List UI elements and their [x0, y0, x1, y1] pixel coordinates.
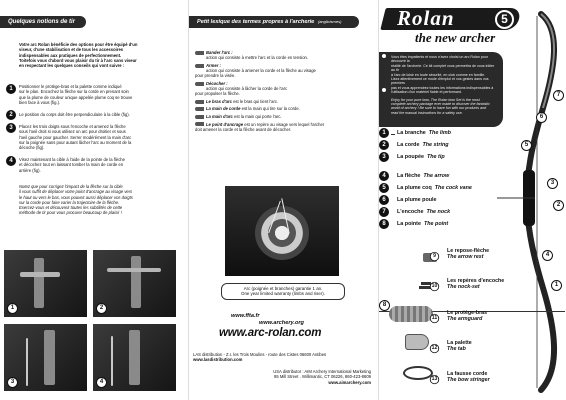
diagram-callout: 6 — [536, 112, 547, 123]
fr-distributor — [193, 352, 375, 363]
us-distributor — [225, 369, 371, 385]
right-panel — [379, 0, 566, 400]
us-distributor-website[interactable]: www.aimarchery.com — [328, 379, 371, 385]
part-number: 6 — [379, 195, 389, 205]
part-item — [379, 207, 450, 217]
part-name-en: The nock-set — [447, 284, 480, 291]
target-image — [255, 206, 309, 260]
part-number: 10 — [430, 282, 439, 291]
glossary-header — [189, 16, 359, 28]
glossary-term: Bander l'arc : — [206, 50, 233, 55]
photo-step-2 — [93, 250, 176, 317]
glossary-item — [195, 114, 375, 119]
part-name-en: The tip — [426, 153, 445, 160]
photo-number: 3 — [7, 377, 18, 388]
part-name-fr: La plume poule — [397, 196, 437, 203]
part-name-en: The tab — [447, 346, 466, 353]
step-text: Placez les trois doigts sous l'encoche et amenez la flèche sous l'oeil droit si vous utilisez un arc pour droitier et sous l'oeil gauche pour gaucher. Serrer modérément la main d'arc sur la poignée sans pour autant lâcher l'arc au moment de la décoche (fig). — [19, 124, 132, 151]
bullet-icon — [382, 54, 386, 58]
part-item — [379, 152, 445, 162]
part-name-en: The point — [423, 220, 449, 227]
glossary-item — [195, 63, 375, 79]
arrow-icon — [195, 115, 204, 119]
worldarchery-link[interactable]: www.archery.org — [259, 320, 304, 326]
leader-line — [391, 134, 395, 135]
part-number-inline — [429, 281, 440, 292]
part-item — [379, 183, 472, 193]
glossary-item — [195, 50, 375, 60]
warranty-box: Arc (poignée et branches) garantie 1 an. One year limited warranty (limbs and riser). — [221, 283, 345, 300]
part-item — [431, 278, 505, 291]
photo-number: 2 — [96, 303, 107, 314]
part-name-en: The limb — [428, 129, 451, 136]
info-text-fr: Vous êtes impatients et nous n'avez choisi un arc Rolan pour découvrir la réalité de l'archerie. Ce kit complet vous permettra de vous initier au tir à l'arc de loisir en toute sécurité, en club comme en famille. Lisez attentivement ce mode d'emploi et vos gestes dans vos premiers pas et vous apprendrez toutes les informations indispensables à l'utilisation d'un matériel fiable et performant. — [391, 55, 495, 95]
part-name-fr: Le repose-flèche — [447, 248, 490, 254]
part-number: 8 — [379, 219, 389, 229]
glossary-term: La main de corde — [206, 106, 241, 112]
glossary-term: Décocher : — [206, 80, 228, 86]
part-name-fr: L'encoche — [397, 208, 424, 215]
part-name-fr: La palette — [447, 340, 472, 346]
arrow-icon — [195, 122, 204, 126]
step-text: Positionner le protège-bras et la palette comme indiqué sur le plan. Encochez la flèche sur la corde en prenant soin que la plume de couleur unique appelée plume coq se trouve bien face à vous (fig.). — [19, 84, 133, 105]
part-number-inline — [429, 374, 440, 385]
part-name-en: The string — [422, 141, 449, 148]
part-item — [379, 195, 440, 205]
part-name-en: The nock — [426, 208, 451, 215]
part-number: 13 — [430, 375, 439, 384]
part-name-fr: Le protège-bras — [447, 310, 488, 316]
note-text: Notez que pour corrigez l'impact de la flèche sur la cible il vous suffit de déplacer votre point d'ancrage au visage vers le haut ou vers le bas, vous pouvez aussi déplacer vos doigts sur la corde pour faire varier la trajectoire de la flèche. Exercez-vous et découvrez toutes les subtilités de cette méthode de tir pour vous procurer beaucoup de plaisir ! — [19, 184, 133, 216]
step-number: 3 — [6, 123, 16, 133]
glossary-term: Le point d'ancrage — [206, 121, 244, 127]
glossary-item — [195, 106, 375, 111]
part-name-en: The bow stringer — [447, 377, 490, 384]
glossary-item — [195, 81, 375, 97]
photo-number: 4 — [96, 377, 107, 388]
arrow-icon — [195, 51, 204, 55]
glossary-term: La main d'arc — [206, 113, 233, 119]
rolan-website-link[interactable]: www.arc-rolan.com — [219, 327, 322, 339]
part-number-inline — [429, 313, 440, 324]
glossary-def: est la main qui porte l'arc. — [234, 113, 282, 119]
part-name-fr: La plume coq — [397, 184, 432, 191]
arrow-icon — [195, 64, 204, 68]
arrow-icon — [195, 100, 204, 104]
part-item — [431, 310, 488, 323]
glossary-term: Le bras d'arc — [206, 98, 232, 104]
step-number: 1 — [6, 84, 16, 94]
us-distributor-name: USA distributor : AIM Archery International Marketing — [273, 369, 371, 374]
logo-badge: 5 — [495, 10, 514, 29]
photo-number: 1 — [7, 303, 18, 314]
glossary-def: action qui consiste à mettre l'arc et la corde en tension. — [206, 55, 309, 61]
part-item — [379, 219, 448, 229]
diagram-callout: 4 — [542, 250, 553, 261]
intro-text: Votre arc Rolan bénéficie des options pour être équipé d'un viseur, d'une stabilisation et de tous les accessoires indispensables aux pratiques de perfectionnement. Toitefois vous d'abord vous plaisir du tir à l'arc sans viseur en respectant les quelques conseils qui vont suivre : — [19, 42, 138, 69]
logo-text: Rolan — [397, 6, 455, 30]
part-number-inline — [429, 251, 440, 262]
arrow-icon — [195, 82, 204, 86]
part-name-fr: La flèche — [397, 172, 421, 179]
step-text: Visez maintenant la cible à l'aide de la pointe de la flèche et décochez tout en laissant tomber la main de corde en arrière (fig). — [19, 157, 125, 173]
part-name-en: The arrow rest — [447, 254, 484, 261]
info-box — [379, 52, 503, 127]
photo-step-3 — [4, 324, 87, 391]
photo-step-4 — [93, 324, 176, 391]
fr-distributor-address: LAS distribution - Z.I. les Trois Moulins - route des Cistes 06600 Antibes — [193, 352, 327, 357]
part-number-inline — [429, 343, 440, 354]
glossary-header-title: Petit lexique des termes propres à l'archerie — [197, 19, 315, 25]
step-text: Le position du corps doit être perpendiculaire à la cible (fig). — [19, 112, 130, 117]
part-number: 2 — [379, 140, 389, 150]
nock-mark-icon — [531, 178, 535, 182]
diagram-callout: 5 — [521, 140, 532, 151]
part-item — [379, 171, 449, 181]
step-number: 2 — [6, 110, 16, 120]
arrow-icon — [195, 107, 204, 111]
glossary-def: est le bras qui tient l'arc. — [233, 98, 279, 104]
info-text-en: Enjoy for your pure bow, The Rolan bow Set is the most complete archery package ever made to discover the fantastic world of archery ! Be sure to have fun with our products and read the manual instructions for a safety use. — [391, 97, 490, 115]
part-number: 9 — [430, 252, 439, 261]
part-item — [379, 140, 449, 150]
diagram-callout: 1 — [551, 280, 562, 291]
fr-distributor-website[interactable]: www.lasdistribution.com — [193, 357, 243, 363]
glossary-def: est un repère au visage vers lequel l'archer doit amener la corde et la flèche avant de décocher. — [195, 121, 325, 132]
left-header: Quelques notions de tir — [0, 16, 86, 28]
part-number: 7 — [379, 207, 389, 217]
glossary-term: Armer : — [206, 62, 221, 68]
armguard-image — [389, 306, 433, 322]
part-name-fr: La pointe — [397, 220, 421, 227]
part-item — [431, 371, 490, 384]
part-name-fr: Les repères d'encoche — [447, 278, 505, 284]
left-panel — [0, 0, 188, 400]
glossary-list — [195, 50, 375, 134]
part-name-fr: La fausse corde — [447, 371, 488, 377]
glossary-def: action qui consiste à lâcher la corde de l'arc pour propulser la flèche. — [195, 86, 288, 97]
part-item — [431, 340, 472, 353]
middle-panel — [189, 0, 378, 400]
part-number: 12 — [430, 344, 439, 353]
diagram-callout: 2 — [553, 200, 564, 211]
glossary-header-sub: (anglicismes) — [317, 19, 342, 24]
part-number: 1 — [379, 128, 389, 138]
part-name-en: The armguard — [447, 316, 483, 323]
part-number: 4 — [379, 171, 389, 181]
tagline: the new archer — [415, 30, 496, 45]
part-name-fr: La branche — [397, 129, 426, 136]
glossary-item — [195, 122, 375, 132]
part-name-fr: La corde — [397, 141, 420, 148]
us-distributor-address: 95 Mill Street . Willimantic, CT 06226, 860-423-8609 — [274, 374, 371, 380]
diagram-callout: 7 — [553, 90, 564, 101]
part-number: 11 — [430, 314, 439, 323]
target-photo — [225, 186, 339, 276]
diagram-callout: 3 — [547, 178, 558, 189]
finger-tab-image — [405, 334, 429, 350]
photo-step-1 — [4, 250, 87, 317]
part-name-en: The cock vane — [434, 184, 472, 191]
part-name-en: The arrow — [423, 172, 450, 179]
glossary-item — [195, 99, 375, 104]
part-name-fr: La poupée — [397, 153, 424, 160]
part-number: 3 — [379, 152, 389, 162]
ffta-link[interactable]: www.ffta.fr — [231, 313, 260, 319]
bullet-icon — [382, 88, 386, 92]
glossary-def: action qui consiste à amener la corde et la flèche au visage pour prendre la visée. — [195, 68, 316, 79]
part-item — [379, 128, 451, 138]
step-number: 4 — [6, 156, 16, 166]
part-item — [433, 248, 490, 261]
part-number: 5 — [379, 183, 389, 193]
glossary-def: est la main qui tire sur la corde. — [241, 106, 300, 112]
diagram-callout: 8 — [379, 300, 390, 311]
